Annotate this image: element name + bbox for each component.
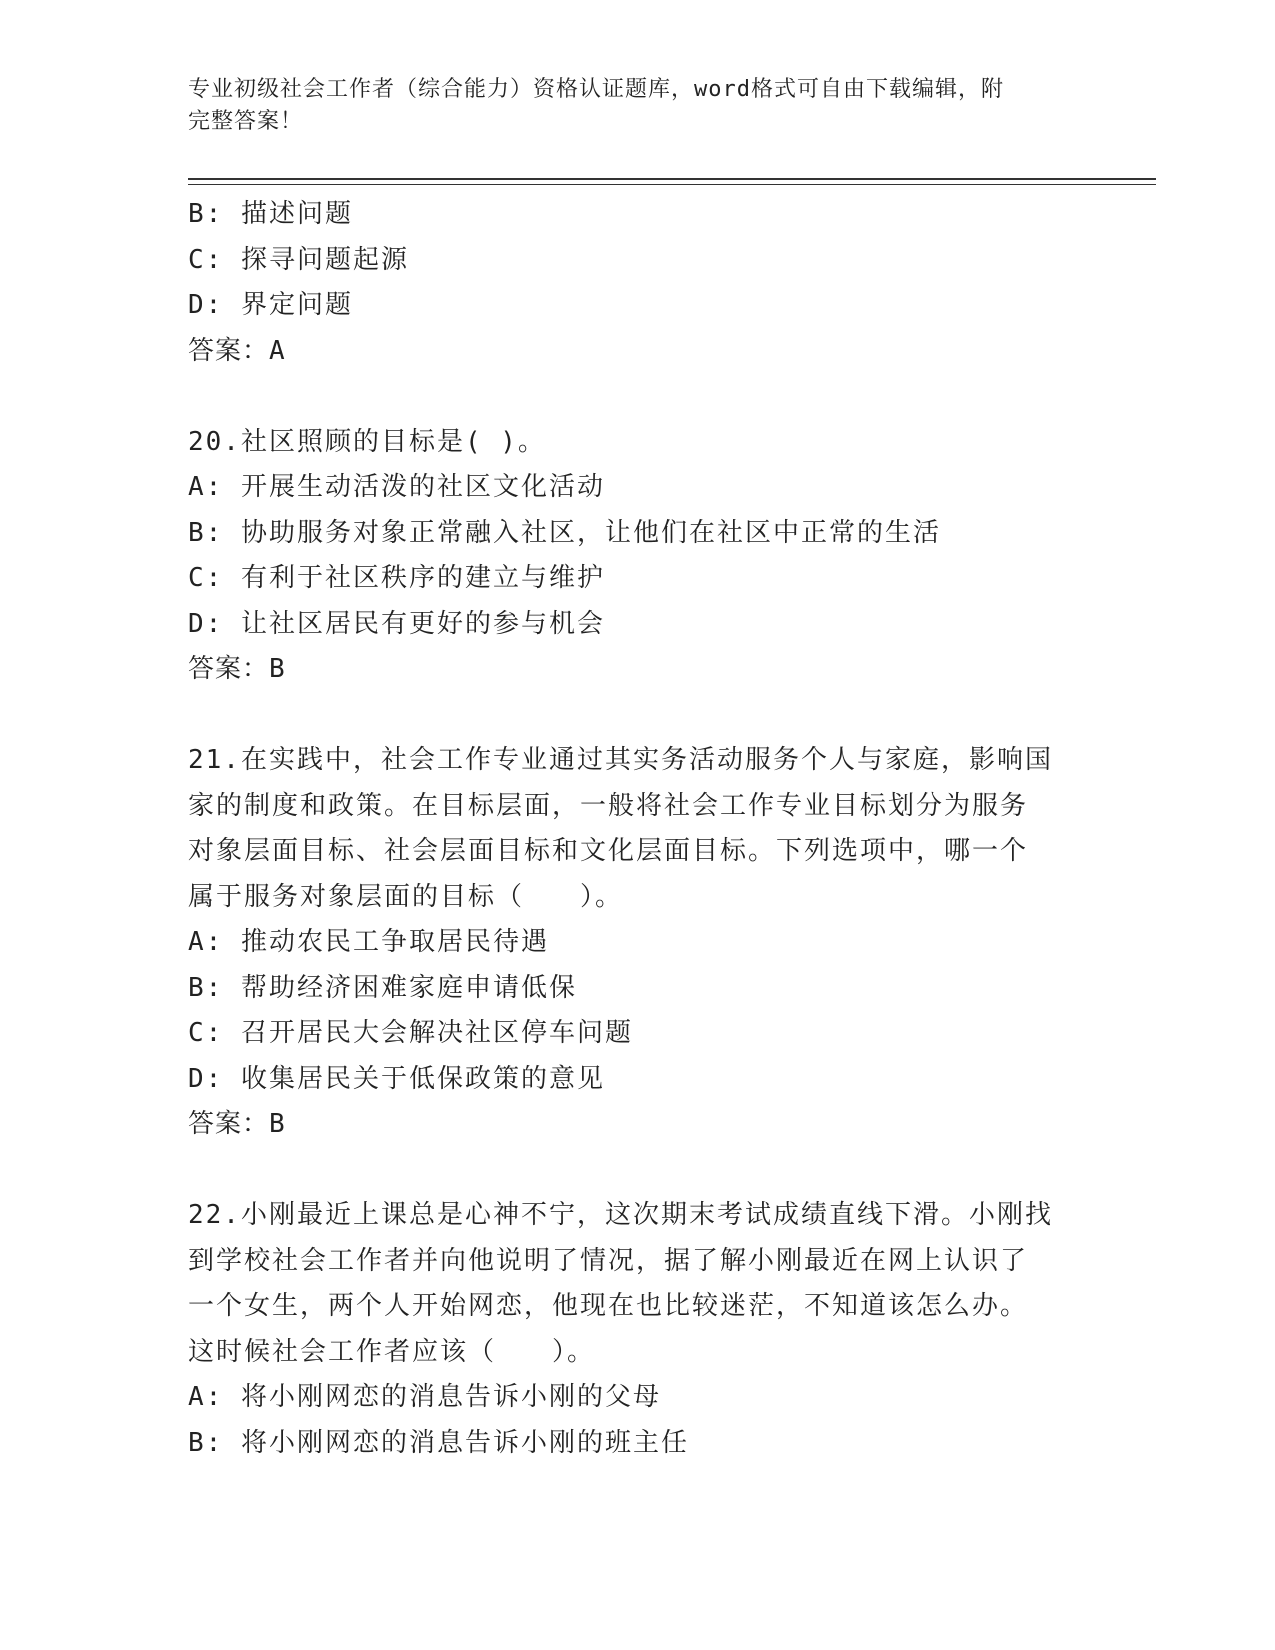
page-header	[188, 74, 1088, 138]
answer: 答案：B	[188, 654, 286, 684]
header-line-1: 专业初级社会工作者（综合能力）资格认证题库，word格式可自由下载编辑，附	[188, 77, 1004, 102]
question-stem-line-1: 22.小刚最近上课总是心神不宁，这次期末考试成绩直线下滑。小刚找	[188, 1200, 1053, 1230]
option-b: B: 帮助经济困难家庭申请低保	[188, 972, 577, 1003]
option-b: B: 将小刚网恋的消息告诉小刚的班主任	[188, 1427, 689, 1458]
answer: 答案：B	[188, 1109, 286, 1139]
question-21	[188, 738, 1088, 1148]
spacer	[188, 1148, 1088, 1194]
header-rule-thin	[188, 184, 1156, 185]
option-a: A: 开展生动活泼的社区文化活动	[188, 472, 605, 502]
option-c: C: 召开居民大会解决社区停车问题	[188, 1018, 633, 1048]
option-d: D: 收集居民关于低保政策的意见	[188, 1063, 605, 1094]
option-b: B: 描述问题	[188, 199, 353, 229]
option-a: A: 推动农民工争取居民待遇	[188, 927, 549, 957]
question-stem-line-2: 家的制度和政策。在目标层面，一般将社会工作专业目标划分为服务	[188, 790, 1029, 821]
question-22	[188, 1193, 1088, 1466]
header-line-2: 完整答案！	[188, 109, 304, 134]
question-stem-line-3: 一个女生，两个人开始网恋，他现在也比较迷茫，不知道该怎么办。	[188, 1291, 1029, 1321]
header-rule-thick	[188, 178, 1156, 180]
answer: 答案：A	[188, 335, 286, 366]
question-stem-line-2: 到学校社会工作者并向他说明了情况，据了解小刚最近在网上认识了	[188, 1245, 1029, 1276]
question-stem-line-1: 21.在实践中，社会工作专业通过其实务活动服务个人与家庭，影响国	[188, 745, 1053, 775]
spacer	[188, 693, 1088, 739]
option-d: D: 让社区居民有更好的参与机会	[188, 608, 605, 639]
question-stem-line-3: 对象层面目标、社会层面目标和文化层面目标。下列选项中，哪一个	[188, 836, 1029, 866]
prev-question	[188, 192, 1088, 374]
question-stem-line-4: 这时候社会工作者应该（ ）。	[188, 1336, 596, 1367]
option-b: B: 协助服务对象正常融入社区，让他们在社区中正常的生活	[188, 517, 941, 548]
option-d: D: 界定问题	[188, 290, 353, 320]
option-c: C: 有利于社区秩序的建立与维护	[188, 563, 605, 593]
option-a: A: 将小刚网恋的消息告诉小刚的父母	[188, 1382, 661, 1412]
option-c: C: 探寻问题起源	[188, 244, 409, 275]
question-content	[188, 192, 1088, 1466]
spacer	[188, 374, 1088, 420]
question-stem: 20.社区照顾的目标是( )。	[188, 426, 546, 457]
question-20	[188, 420, 1088, 693]
question-stem-line-4: 属于服务对象层面的目标（ ）。	[188, 881, 624, 912]
